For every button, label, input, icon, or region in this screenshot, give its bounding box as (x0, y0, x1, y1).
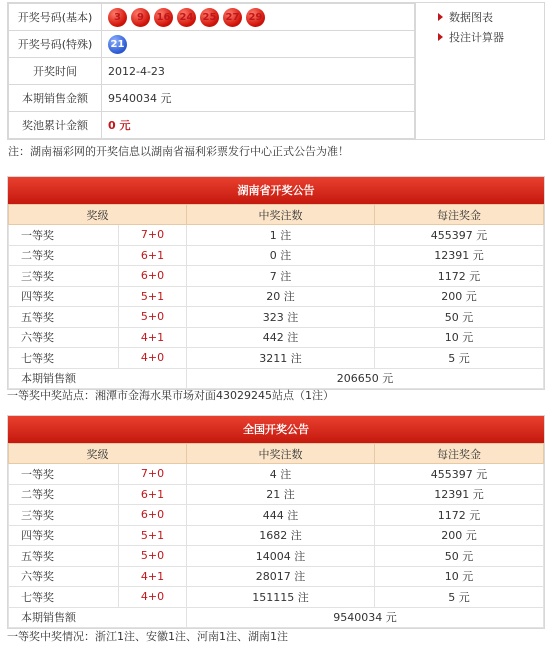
winner-count: 442 注 (187, 327, 375, 348)
prize-level: 五等奖 (9, 546, 119, 567)
prize-combo: 6+1 (119, 484, 187, 505)
winner-count: 323 注 (187, 307, 375, 328)
prize-combo: 5+1 (119, 525, 187, 546)
hunan-title: 湖南省开奖公告 (8, 177, 544, 204)
bet-calculator-link[interactable] (438, 28, 545, 48)
bet-calculator-link-label: 投注计算器 (449, 31, 504, 44)
draw-info-table (8, 3, 415, 139)
prize-combo: 5+0 (119, 546, 187, 567)
red-ball: 3 (108, 8, 127, 27)
prize-amount: 200 元 (375, 286, 544, 307)
winner-count: 0 注 (187, 245, 375, 266)
draw-date-label: 开奖时间 (9, 58, 102, 85)
national-title: 全国开奖公告 (8, 416, 544, 443)
prize-amount: 1172 元 (375, 505, 544, 526)
prize-amount: 10 元 (375, 566, 544, 587)
draw-info-panel (7, 2, 545, 140)
table-row (9, 505, 544, 526)
red-ball: 9 (131, 8, 150, 27)
table-row (9, 587, 544, 608)
header-level: 奖级 (9, 205, 187, 225)
prize-level: 四等奖 (9, 525, 119, 546)
prize-combo: 5+0 (119, 307, 187, 328)
prize-level: 七等奖 (9, 348, 119, 369)
table-row (9, 286, 544, 307)
winner-count: 4 注 (187, 464, 375, 485)
side-links (415, 3, 545, 139)
prize-level: 一等奖 (9, 225, 119, 246)
table-row (9, 348, 544, 369)
prize-amount: 50 元 (375, 307, 544, 328)
national-winning-summary: 一等奖中奖情况：浙江1注、安徽1注、河南1注、湖南1注 (7, 630, 288, 643)
prize-combo: 6+0 (119, 266, 187, 287)
prize-amount: 455397 元 (375, 464, 544, 485)
prize-level: 一等奖 (9, 464, 119, 485)
sales-value: 9540034 元 (187, 607, 544, 628)
winner-count: 1682 注 (187, 525, 375, 546)
arrow-right-icon (438, 13, 443, 21)
sales-row (9, 607, 544, 628)
special-number-label: 开奖号码(特殊) (9, 31, 102, 58)
table-row (9, 266, 544, 287)
prize-level: 七等奖 (9, 587, 119, 608)
sales-amount-label: 本期销售金额 (9, 85, 102, 112)
prize-combo: 7+0 (119, 464, 187, 485)
prize-amount: 12391 元 (375, 484, 544, 505)
prize-combo: 4+1 (119, 327, 187, 348)
header-count: 中奖注数 (187, 205, 375, 225)
prize-level: 六等奖 (9, 327, 119, 348)
red-ball: 29 (246, 8, 265, 27)
red-ball: 24 (177, 8, 196, 27)
prize-amount: 5 元 (375, 348, 544, 369)
prize-amount: 1172 元 (375, 266, 544, 287)
data-chart-link[interactable] (438, 8, 545, 28)
table-row (9, 327, 544, 348)
prize-amount: 5 元 (375, 587, 544, 608)
basic-numbers (102, 4, 415, 31)
prize-combo: 7+0 (119, 225, 187, 246)
winner-count: 3211 注 (187, 348, 375, 369)
winner-count: 14004 注 (187, 546, 375, 567)
hunan-prize-table (8, 204, 544, 389)
prize-amount: 200 元 (375, 525, 544, 546)
table-row (9, 525, 544, 546)
draw-date: 2012-4-23 (102, 58, 415, 85)
prize-amount: 50 元 (375, 546, 544, 567)
winner-count: 444 注 (187, 505, 375, 526)
sales-label: 本期销售额 (9, 607, 187, 628)
prize-combo: 4+0 (119, 348, 187, 369)
data-chart-link-label: 数据图表 (449, 11, 493, 24)
sales-label: 本期销售额 (9, 368, 187, 389)
prize-level: 五等奖 (9, 307, 119, 328)
arrow-right-icon (438, 33, 443, 41)
hunan-announcement (7, 176, 545, 390)
winner-count: 28017 注 (187, 566, 375, 587)
header-prize: 每注奖金 (375, 205, 544, 225)
prize-level: 三等奖 (9, 266, 119, 287)
prize-combo: 4+1 (119, 566, 187, 587)
prize-amount: 10 元 (375, 327, 544, 348)
winner-count: 1 注 (187, 225, 375, 246)
prize-level: 二等奖 (9, 484, 119, 505)
jackpot-label: 奖池累计金额 (9, 112, 102, 139)
table-row (9, 566, 544, 587)
sales-row (9, 368, 544, 389)
prize-level: 四等奖 (9, 286, 119, 307)
table-row (9, 464, 544, 485)
red-ball: 25 (200, 8, 219, 27)
prize-combo: 5+1 (119, 286, 187, 307)
sales-value: 206650 元 (187, 368, 544, 389)
national-prize-table (8, 443, 544, 628)
header-level: 奖级 (9, 444, 187, 464)
hunan-winning-station: 一等奖中奖站点：湘潭市金海水果市场对面43029245站点（1注） (7, 389, 334, 402)
winner-count: 7 注 (187, 266, 375, 287)
prize-combo: 6+1 (119, 245, 187, 266)
prize-amount: 455397 元 (375, 225, 544, 246)
prize-level: 二等奖 (9, 245, 119, 266)
header-count: 中奖注数 (187, 444, 375, 464)
winner-count: 20 注 (187, 286, 375, 307)
table-row (9, 307, 544, 328)
header-prize: 每注奖金 (375, 444, 544, 464)
prize-level: 六等奖 (9, 566, 119, 587)
blue-ball: 21 (108, 35, 127, 54)
special-number (102, 31, 415, 58)
prize-amount: 12391 元 (375, 245, 544, 266)
red-ball: 16 (154, 8, 173, 27)
jackpot-amount: 0 元 (102, 112, 415, 139)
table-row (9, 245, 544, 266)
red-ball: 27 (223, 8, 242, 27)
table-row (9, 546, 544, 567)
disclaimer-note: 注：湖南福彩网的开奖信息以湖南省福利彩票发行中心正式公告为准！ (8, 145, 349, 158)
table-row (9, 225, 544, 246)
basic-numbers-label: 开奖号码(基本) (9, 4, 102, 31)
winner-count: 21 注 (187, 484, 375, 505)
prize-combo: 6+0 (119, 505, 187, 526)
sales-amount: 9540034 元 (102, 85, 415, 112)
table-row (9, 484, 544, 505)
winner-count: 151115 注 (187, 587, 375, 608)
prize-level: 三等奖 (9, 505, 119, 526)
prize-combo: 4+0 (119, 587, 187, 608)
national-announcement (7, 415, 545, 629)
